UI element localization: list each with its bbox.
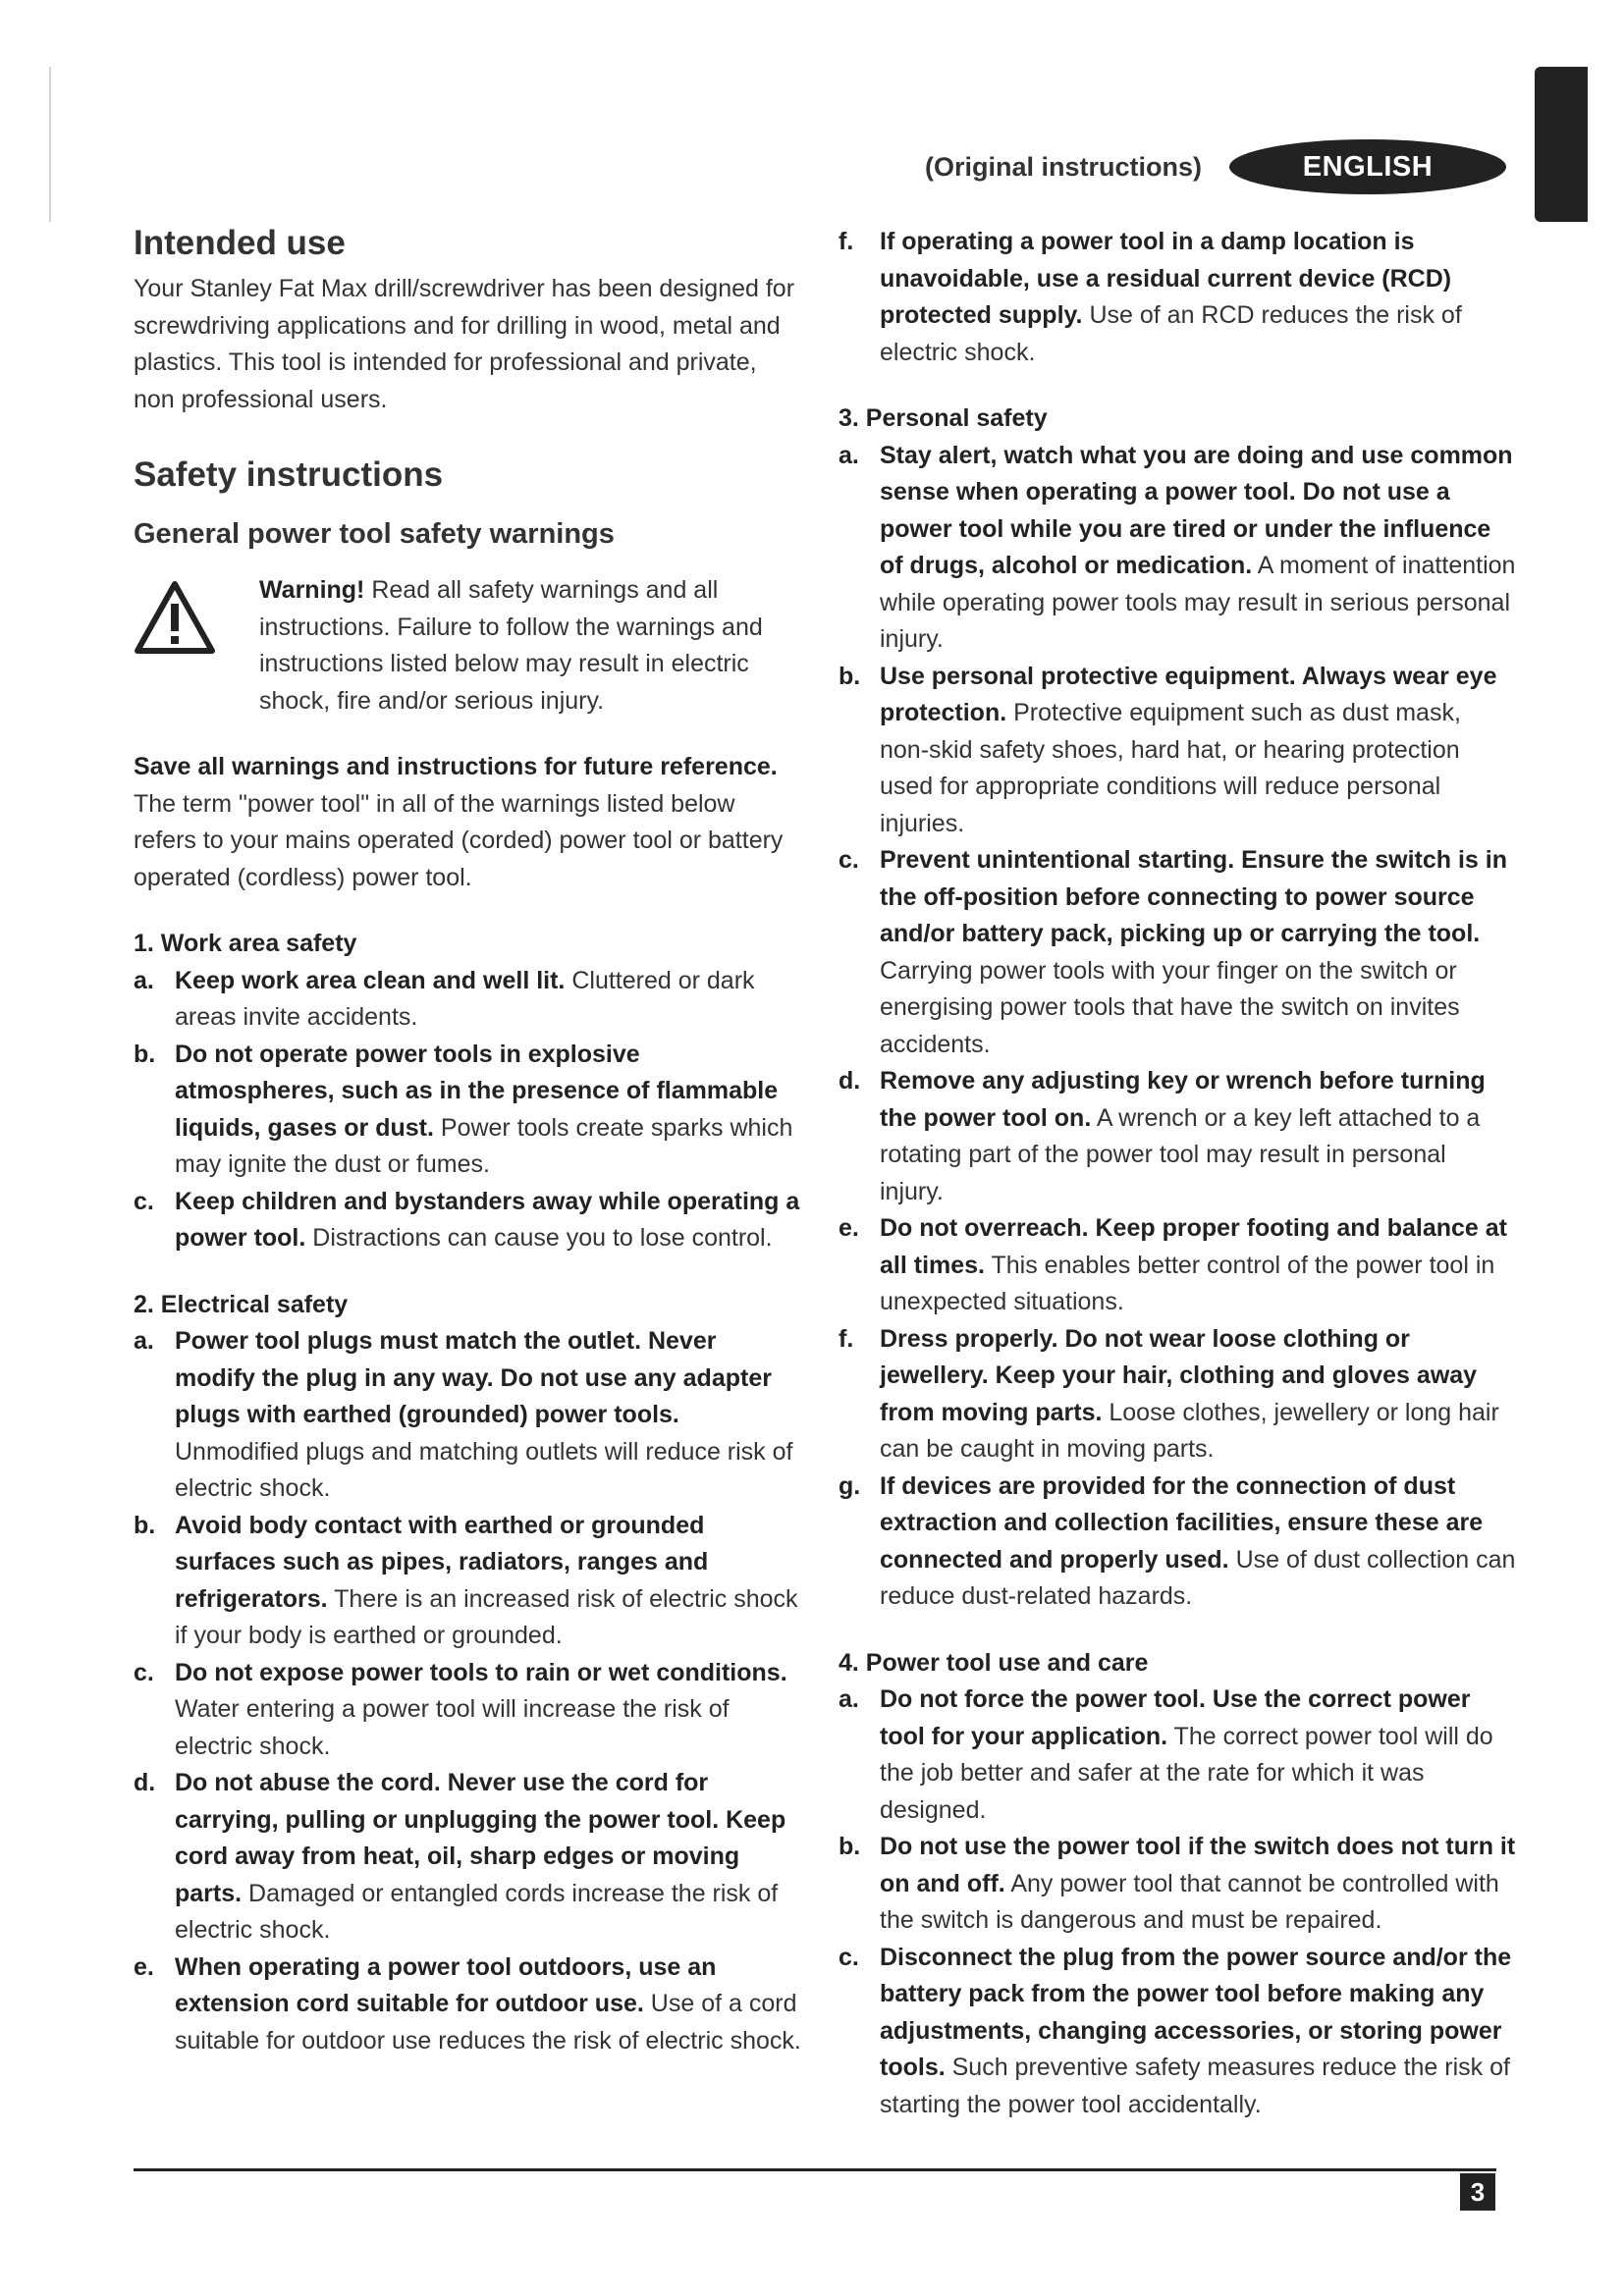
list-item: g. If devices are provided for the connection of dust extraction and collection facilities, ensure these are connected and properly used. Use of dust collection can reduce dust-related hazards. [839,1471,1516,1610]
list-item: a. Stay alert, watch what you are doing and use common sense when operating a power tool. Do not use a power tool while you are tired or under the influence of drugs, alcohol or medication. A moment of inattention while operating power tools may result in serious personal injury. [839,441,1516,653]
list-item: a. Power tool plugs must match the outlet. Never modify the plug in any way. Do not use any adapter plugs with earthed (grounded) power tools. Unmodified plugs and matching outlets will reduce risk of electric shock. [134,1327,793,1502]
right-column [839,224,1516,2123]
list-item: b. Do not use the power tool if the switch does not turn it on and off. Any power tool that cannot be controlled with the switch is dangerous and must be repaired. [839,1833,1516,1934]
general-warnings-title: General power tool safety warnings [134,518,615,550]
work-area-heading: 1. Work area safety [134,930,357,957]
margin-line [49,67,51,222]
left-column [134,224,801,2059]
power-tool-term-text: The term "power tool" in all of the warnings listed below refers to your mains operated (corded) power tool or battery operated (cordless) power tool. [134,789,784,891]
warning-body: Read all safety warnings and all instructions. Failure to follow the warnings and instructions listed below may result in electric shock, fire and/or serious injury. [259,576,763,715]
footer-rule [134,2168,1496,2171]
warning-label: Warning! [259,576,365,604]
list-item: d. Do not abuse the cord. Never use the cord for carrying, pulling or unplugging the power tool. Keep cord away from heat, oil, sharp edges or moving parts. Damaged or entangled cords increase the risk of electric shock. [134,1769,786,1944]
list-item: f. Dress properly. Do not wear loose clothing or jewellery. Keep your hair, clothing and gloves away from moving parts. Loose clothes, jewellery or long hair can be caught in moving parts. [839,1324,1499,1463]
list-item: a. Do not force the power tool. Use the correct power tool for your application. The correct power tool will do the job better and safer at the rate for which it was designed. [839,1685,1493,1824]
list-item: f. If operating a power tool in a damp location is unavoidable, use a residual current device (RCD) protected supply. Use of an RCD reduces the risk of electric shock. [839,228,1462,366]
list-item: d. Remove any adjusting key or wrench before turning the power tool on. A wrench or a key left attached to a rotating part of the power tool may result in personal injury. [839,1067,1486,1205]
tool-use-heading: 4. Power tool use and care [839,1648,1149,1677]
list-item: a. Keep work area clean and well lit. Cluttered or dark areas invite accidents. [134,966,755,1031]
list-item: e. Do not overreach. Keep proper footing and balance at all times. This enables better control of the power tool in unexpected situations. [839,1214,1507,1315]
warning-text [251,572,801,720]
list-item: e. When operating a power tool outdoors, use an extension cord suitable for outdoor use. Use of a cord suitable for outdoor use reduces the risk of electric shock. [134,1952,801,2055]
page-header [925,139,1506,194]
safety-instructions-title: Safety instructions [134,455,444,494]
list-item: c. Disconnect the plug from the power source and/or the battery pack from the power tool before making any adjustments, changing accessories, or storing power tools. Such preventive safety measures reduce the risk of starting the power tool accidentally. [839,1943,1512,2118]
save-instructions-line: Save all warnings and instructions for future reference. [134,753,778,780]
warning-triangle-icon [134,572,251,660]
page-number: 3 [1460,2173,1495,2211]
list-item: b. Avoid body contact with earthed or grounded surfaces such as pipes, radiators, ranges and refrigerators. There is an increased risk of electric shock if your body is earthed or grounded. [134,1511,798,1649]
electrical-safety-heading: 2. Electrical safety [134,1290,349,1318]
list-item: c. Prevent unintentional starting. Ensure the switch is in the off-position before connecting to power source and/or battery pack, picking up or carrying the tool. Carrying power tools with your finger on the switch or energising power tools that have the switch on invites accidents. [839,846,1507,1058]
warning-block [134,572,801,720]
list-item: b. Do not operate power tools in explosive atmospheres, such as in the presence of flammable liquids, gases or dust. Power tools create sparks which may ignite the dust or fumes. [134,1040,793,1178]
list-item: c. Keep children and bystanders away while operating a power tool. Distractions can cause you to lose control. [134,1187,800,1252]
list-item: b. Use personal protective equipment. Always wear eye protection. Protective equipment such as dust mask, non-skid safety shoes, hard hat, or hearing protection used for appropriate conditions will reduce personal injuries. [839,662,1497,837]
personal-safety-heading: 3. Personal safety [839,404,1048,432]
original-instructions-label: (Original instructions) [924,151,1202,182]
intended-use-text: Your Stanley Fat Max drill/screwdriver has been designed for screwdriving applications and for drilling in wood, metal and plastics. This tool is intended for professional and private, non professional users. [134,275,795,413]
edge-tab [1535,67,1588,222]
intended-use-title: Intended use [134,224,346,262]
language-badge: ENGLISH [1229,139,1506,194]
list-item: c. Do not expose power tools to rain or wet conditions. Water entering a power tool will increase the risk of electric shock. [134,1658,787,1760]
